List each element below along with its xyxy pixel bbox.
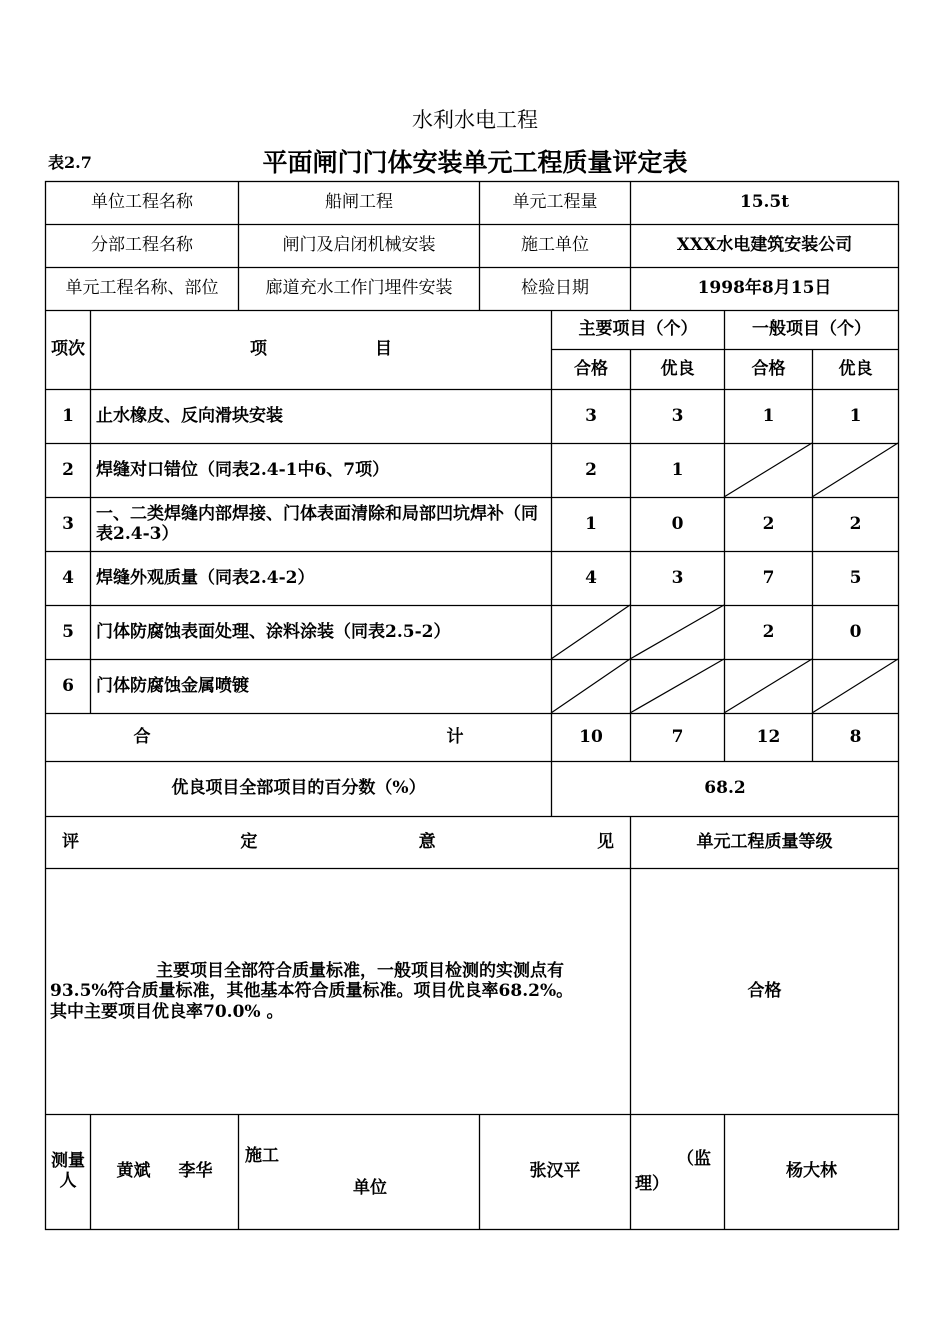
supervisor-label-a: （监 [677, 1148, 711, 1169]
evaluation-char: 评 [62, 831, 79, 852]
evaluation-opinion-label [46, 817, 630, 868]
unit-quantity-value: 15.5t [739, 192, 790, 213]
general-items-header: 一般项目（个） [752, 319, 871, 340]
row-item: 一、二类焊缝内部焊接、门体表面清除和局部凹坑焊补（同表2.4-3） [96, 503, 538, 544]
construction-label-a: 施工 [245, 1145, 279, 1166]
row-seq: 2 [62, 459, 74, 480]
supervisor-label [631, 1115, 724, 1229]
seq-header: 项次 [51, 339, 85, 360]
construction-person: 张汉平 [529, 1161, 581, 1182]
quality-grade-value: 合格 [747, 980, 782, 1001]
inspection-date-value: 1998年8月15日 [697, 278, 832, 299]
evaluation-char: 见 [596, 831, 614, 852]
empty-cell-slash [812, 659, 898, 713]
row-item: 止水橡皮、反向滑块安装 [96, 405, 283, 426]
opinion-line: 其中主要项目优良率70.0% 。 [50, 1001, 284, 1022]
evaluation-char: 定 [240, 831, 258, 852]
table-number: 表2.7 [48, 153, 92, 172]
element-value: 廊道充水工作门埋件安装 [265, 278, 453, 299]
empty-cell-slash [551, 659, 630, 713]
main-items-header: 主要项目（个） [578, 319, 698, 340]
opinion-line: 93.5%符合质量标准，其他基本符合质量标准。项目优良率68.2%。 [50, 981, 574, 1002]
excellent-percentage-label: 优良项目全部项目的百分数（%） [171, 778, 426, 799]
inspection-date-label: 检验日期 [521, 278, 589, 299]
supervisor-label-b: 理） [635, 1174, 669, 1194]
empty-cell-slash [551, 605, 630, 659]
row-general-qualified: 2 [762, 513, 775, 534]
division-label: 分部工程名称 [91, 235, 193, 256]
excellent-percentage-value: 68.2 [704, 778, 746, 799]
surveyor-names [91, 1115, 238, 1229]
row-item: 门体防腐蚀表面处理、涂料涂装（同表2.5-2） [96, 621, 451, 642]
item-header-a: 项 [250, 339, 267, 360]
totals-label-a: 合 [133, 726, 151, 747]
totals-label [46, 714, 551, 761]
row-main-excellent: 0 [671, 513, 684, 534]
row-seq: 4 [62, 567, 74, 588]
construction-label-b: 单位 [353, 1178, 387, 1198]
general-excellent-header: 优良 [838, 358, 873, 379]
main-excellent-header: 优良 [660, 358, 695, 379]
evaluation-opinion [46, 869, 630, 1114]
row-item: 焊缝对口错位（同表2.4-1中6、7项） [96, 459, 390, 480]
row-seq: 6 [62, 675, 74, 696]
row-item: 焊缝外观质量（同表2.4-2） [96, 567, 315, 588]
row-main-qualified: 3 [585, 405, 597, 426]
row-main-qualified: 1 [585, 513, 597, 534]
row-seq: 5 [62, 621, 74, 642]
contractor-value: XXX水电建筑安装公司 [676, 235, 853, 256]
row-seq: 3 [62, 513, 74, 534]
document-subtitle: 水利水电工程 [412, 108, 538, 132]
total-general-excellent: 8 [849, 726, 862, 747]
row-main-qualified: 2 [585, 459, 597, 480]
row-main-excellent: 3 [671, 405, 684, 426]
empty-cell-slash [812, 443, 898, 497]
empty-cell-slash [630, 659, 724, 713]
construction-unit-label [239, 1115, 479, 1229]
row-seq: 1 [62, 405, 74, 426]
quality-grade-label: 单元工程质量等级 [696, 831, 833, 852]
total-main-qualified: 10 [579, 726, 603, 747]
unit-project-label: 单位工程名称 [91, 192, 193, 213]
item-header-b: 目 [375, 339, 392, 360]
opinion-line: 主要项目全部符合质量标准，一般项目检测的实测点有 [156, 960, 564, 981]
row-main-excellent: 1 [671, 459, 684, 480]
empty-cell-slash [630, 605, 724, 659]
row-general-excellent: 0 [849, 621, 862, 642]
surveyor-name: 李华 [178, 1161, 213, 1182]
surveyor-name: 黄斌 [116, 1161, 151, 1182]
main-qualified-header: 合格 [574, 358, 608, 379]
row-general-excellent: 2 [849, 513, 862, 534]
row-general-qualified: 1 [762, 405, 775, 426]
row-general-excellent: 5 [849, 567, 862, 588]
total-main-excellent: 7 [671, 726, 684, 747]
contractor-label: 施工单位 [521, 235, 589, 256]
item-header [91, 311, 551, 389]
unit-project-value: 船闸工程 [325, 192, 393, 213]
general-qualified-header: 合格 [751, 358, 786, 379]
element-label: 单元工程名称、部位 [65, 278, 219, 299]
unit-quantity-label: 单元工程量 [512, 192, 598, 213]
row-main-excellent: 3 [671, 567, 684, 588]
row-general-qualified: 7 [762, 567, 775, 588]
document-title: 平面闸门门体安装单元工程质量评定表 [262, 148, 688, 177]
row-general-excellent: 1 [849, 405, 862, 426]
row-main-qualified: 4 [585, 567, 597, 588]
totals-label-b: 计 [446, 726, 464, 747]
surveyor-label: 测量人 [51, 1151, 85, 1191]
supervisor-person: 杨大林 [786, 1161, 837, 1182]
evaluation-char: 意 [418, 831, 436, 852]
empty-cell-slash [724, 443, 812, 497]
division-value: 闸门及启闭机械安装 [282, 235, 436, 256]
empty-cell-slash [724, 659, 812, 713]
total-general-qualified: 12 [756, 726, 781, 747]
row-general-qualified: 2 [762, 621, 775, 642]
row-item: 门体防腐蚀金属喷镀 [96, 675, 249, 696]
